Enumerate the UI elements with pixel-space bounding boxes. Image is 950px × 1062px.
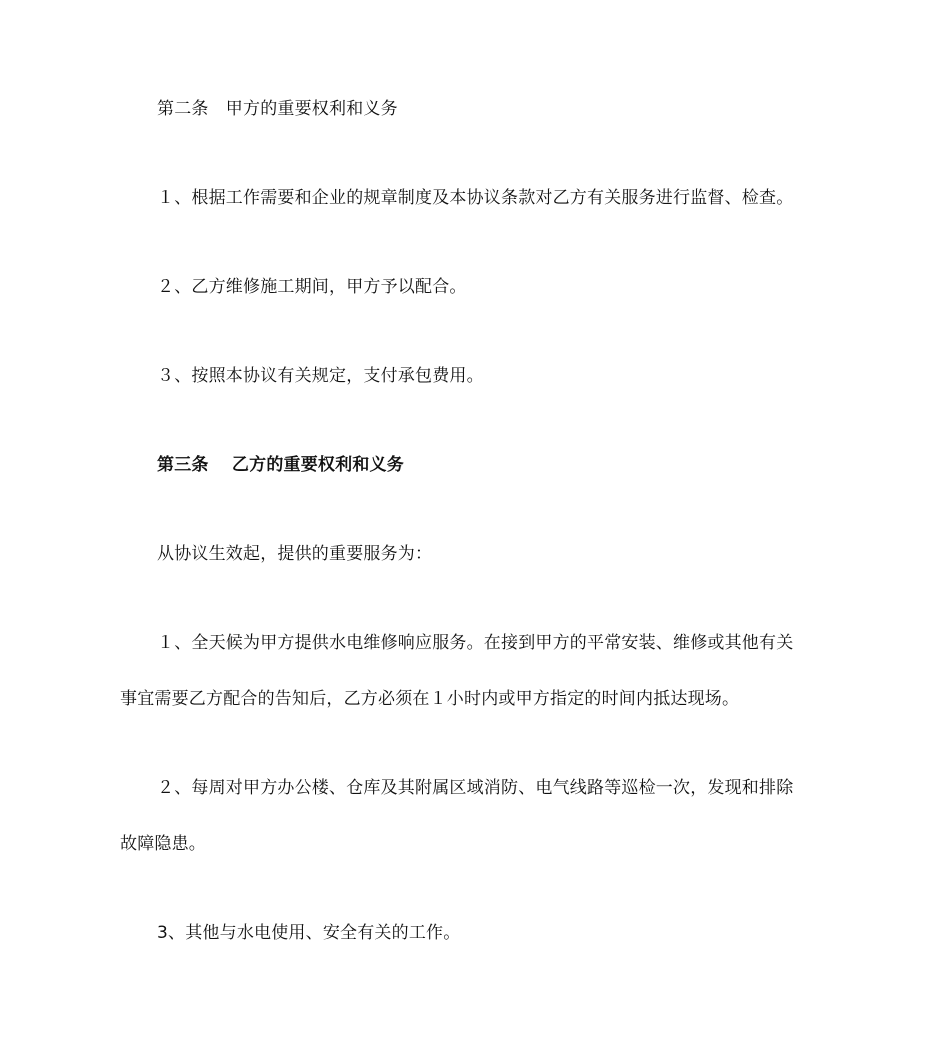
article-3-item-1-line-1: １、全天候为甲方提供水电维修响应服务。在接到甲方的平常安装、维修或其他有关	[157, 633, 794, 653]
article-3-intro: 从协议生效起，提供的重要服务为：	[157, 544, 433, 564]
article-2-item-2: ２、乙方维修施工期间，甲方予以配合。	[157, 277, 467, 297]
article-3-item-3: 3、其他与水电使用、安全有关的工作。	[157, 923, 461, 943]
article-3-item-1-line-2: 事宜需要乙方配合的告知后，乙方必须在１小时内或甲方指定的时间内抵达现场。	[120, 689, 740, 709]
article-3-heading: 第三条 乙方的重要权利和义务	[157, 455, 404, 475]
article-2-item-3: ３、按照本协议有关规定，支付承包费用。	[157, 366, 484, 386]
article-3-item-2-line-1: ２、每周对甲方办公楼、仓库及其附属区域消防、电气线路等巡检一次，发现和排除	[157, 778, 794, 798]
article-3-item-2-line-2: 故障隐患。	[120, 834, 206, 854]
article-2-heading: 第二条 甲方的重要权利和义务	[157, 99, 398, 119]
article-2-item-1: １、根据工作需要和企业的规章制度及本协议条款对乙方有关服务进行监督、检查。	[157, 188, 794, 208]
